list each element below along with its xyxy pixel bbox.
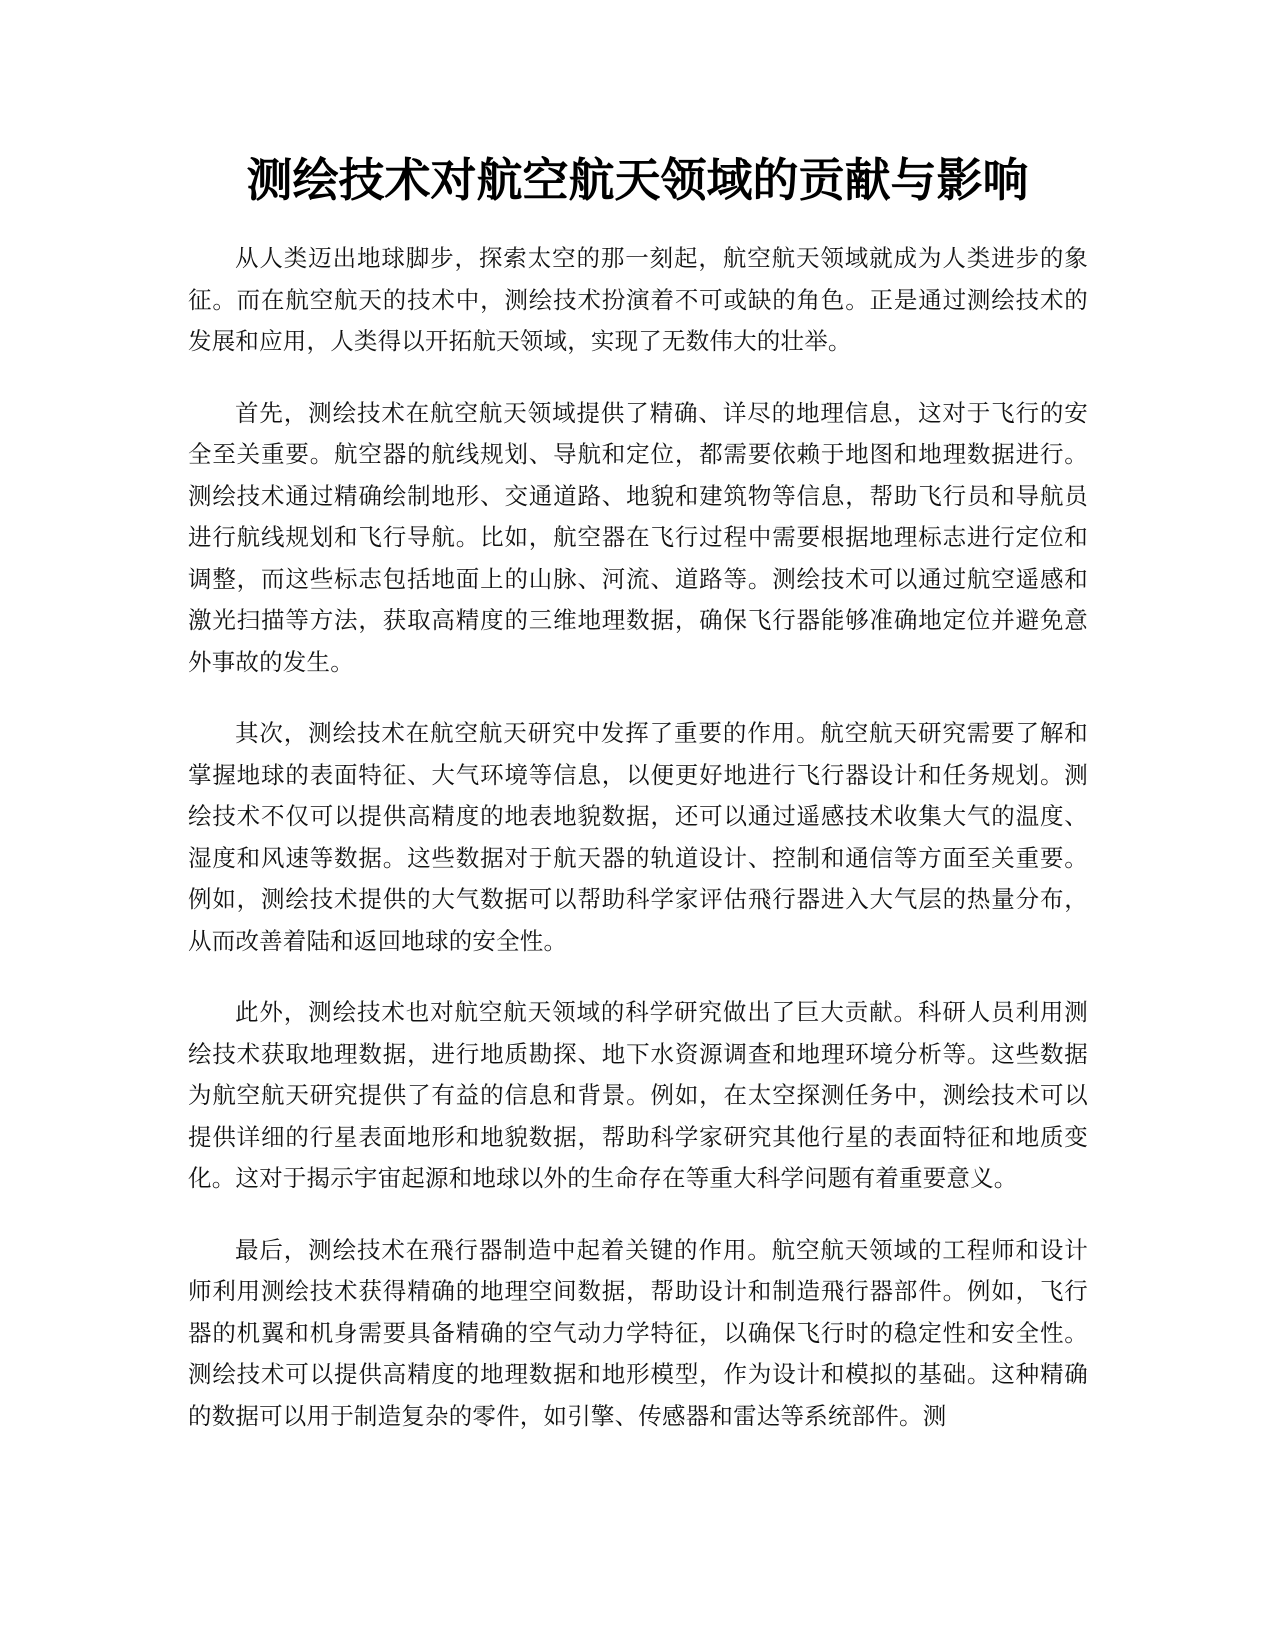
paragraph-second: 其次，测绘技术在航空航天研究中发挥了重要的作用。航空航天研究需要了解和掌握地球的表面特征、大气环境等信息，以便更好地进行飞行器设计和任务规划。测绘技术不仅可以提供高精度的地表地貌数据，还可以通过遥感技术收集大气的温度、湿度和风速等数据。这些数据对于航天器的轨道设计、控制和通信等方面至关重要。例如，测绘技术提供的大气数据可以帮助科学家评估飛行器进入大气层的热量分布，从而改善着陆和返回地球的安全性。 [188, 719, 1088, 955]
paragraph-finally: 最后，测绘技术在飛行器制造中起着关键的作用。航空航天领域的工程师和设计师利用测绘技术获得精确的地理空间数据，帮助设计和制造飛行器部件。例如，飞行器的机翼和机身需要具备精确的空气动力学特征，以确保飞行时的稳定性和安全性。测绘技术可以提供高精度的地理数据和地形模型，作为设计和模拟的基础。这种精确的数据可以用于制造复杂的零件，如引擎、传感器和雷达等系统部件。测 [188, 1235, 1088, 1430]
paragraph-intro: 从人类迈出地球脚步，探索太空的那一刻起，航空航天领域就成为人类进步的象征。而在航空航天的技术中，测绘技术扮演着不可或缺的角色。正是通过测绘技术的发展和应用，人类得以开拓航天领域，实现了无数伟大的壮举。 [188, 244, 1088, 355]
paragraph-first: 首先，测绘技术在航空航天领域提供了精确、详尽的地理信息，这对于飞行的安全至关重要。航空器的航线规划、导航和定位，都需要依赖于地图和地理数据进行。测绘技术通过精确绘制地形、交通道路、地貌和建筑物等信息，帮助飞行员和导航员进行航线规划和飞行导航。比如，航空器在飞行过程中需要根据地理标志进行定位和调整，而这些标志包括地面上的山脉、河流、道路等。测绘技术可以通过航空遥感和激光扫描等方法，获取高精度的三维地理数据，确保飞行器能够准确地定位并避免意外事故的发生。 [188, 398, 1088, 676]
paragraph-furthermore: 此外，测绘技术也对航空航天领域的科学研究做出了巨大贡献。科研人员利用测绘技术获取地理数据，进行地质勘探、地下水资源调查和地理环境分析等。这些数据为航空航天研究提供了有益的信息和背景。例如，在太空探测任务中，测绘技术可以提供详细的行星表面地形和地貌数据，帮助科学家研究其他行星的表面特征和地质变化。这对于揭示宇宙起源和地球以外的生命存在等重大科学问题有着重要意义。 [188, 998, 1088, 1192]
document-title: 测绘技术对航空航天领域的贡献与影响 [246, 153, 1029, 207]
document-body [188, 238, 1088, 1467]
